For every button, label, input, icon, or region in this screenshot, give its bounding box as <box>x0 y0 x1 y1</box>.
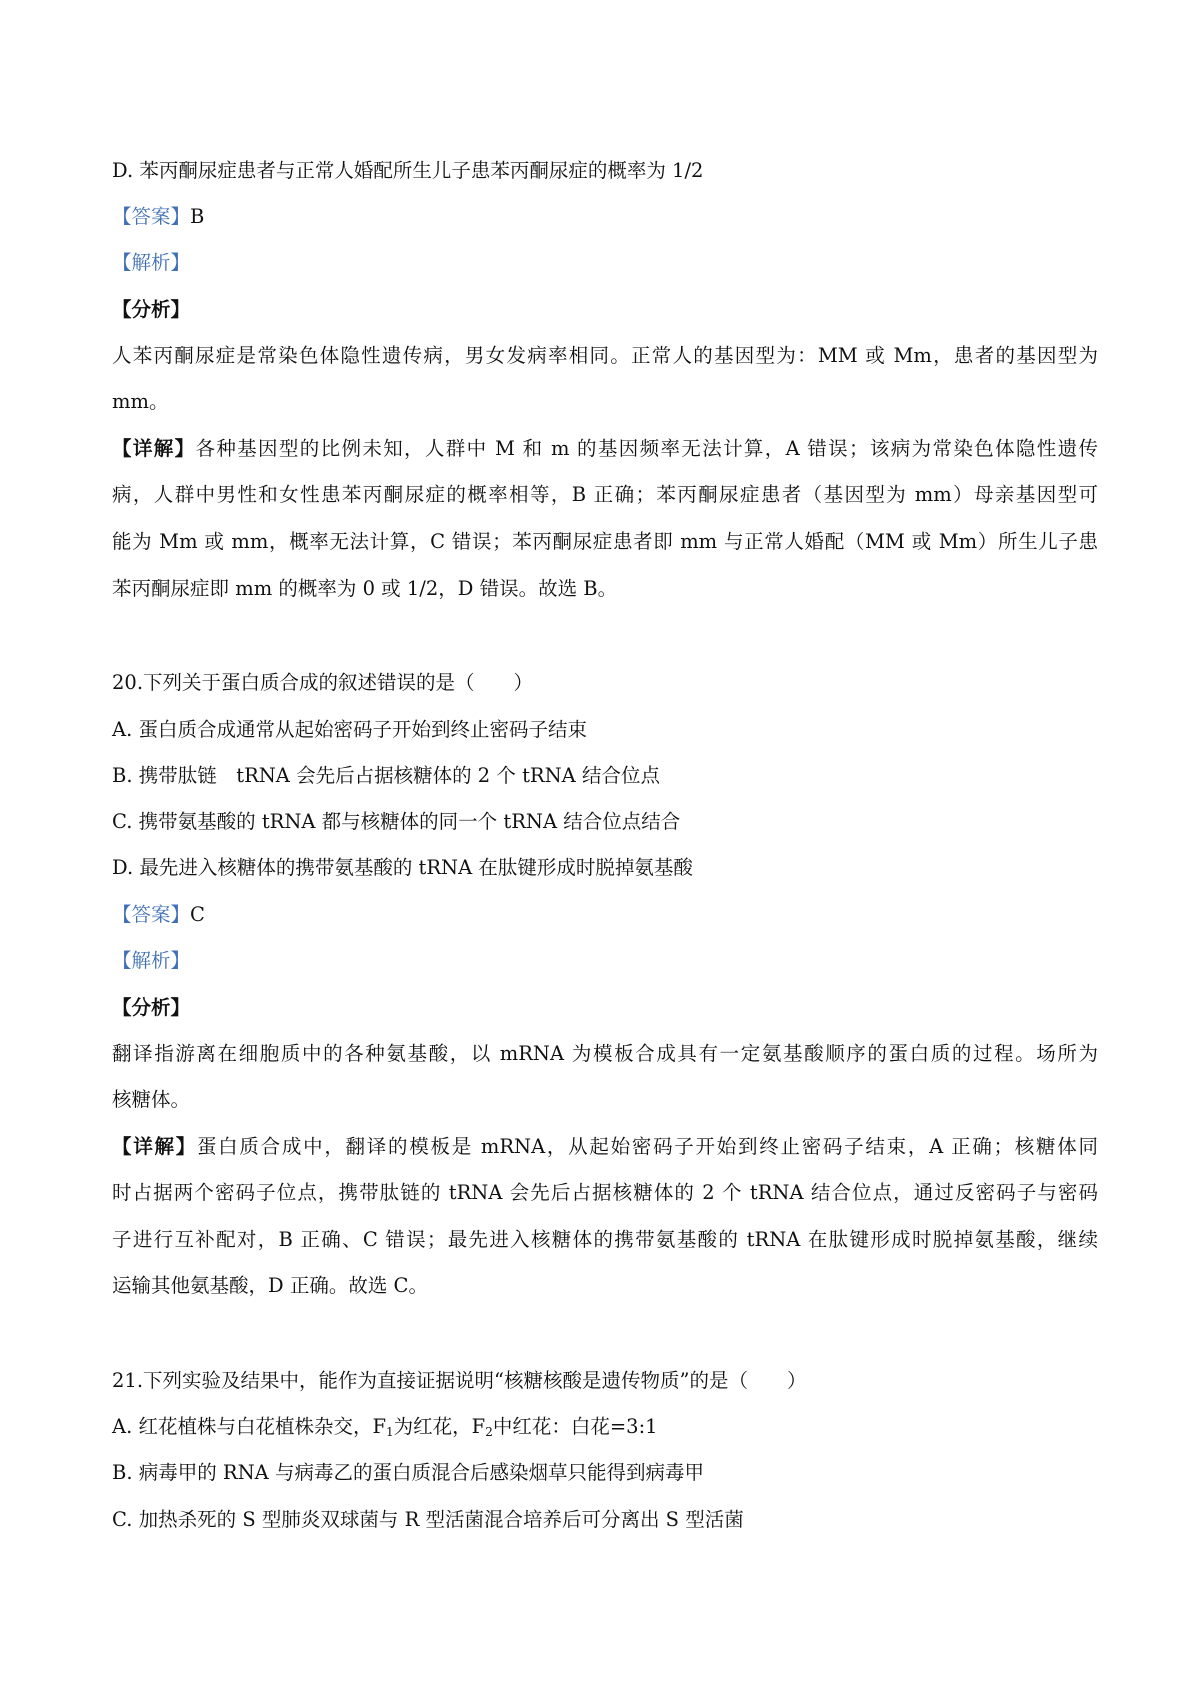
answer-tag: 【答案】 <box>112 903 191 926</box>
q19-answer <box>112 203 204 231</box>
q19-fenxi-tag: 【分析】 <box>112 298 191 321</box>
q20-option-b: B. 携带肽链 tRNA 会先后占据核糖体的 2 个 tRNA 结合位点 <box>112 764 660 787</box>
subscript-2: 2 <box>485 1425 493 1439</box>
q20-fenxi-tag: 【分析】 <box>112 996 191 1019</box>
q20-option-a: A. 蛋白质合成通常从起始密码子开始到终止密码子结束 <box>112 718 587 741</box>
q20-detail-line <box>112 1133 1098 1161</box>
subscript-1: 1 <box>386 1425 394 1439</box>
q19-option-d: D. 苯丙酮尿症患者与正常人婚配所生儿子患苯丙酮尿症的概率为 1/2 <box>112 159 704 182</box>
q21-option-c: C. 加热杀死的 S 型肺炎双球菌与 R 型活菌混合培养后可分离出 S 型活菌 <box>112 1508 744 1531</box>
q19-fenxi-line: mm。 <box>112 390 169 413</box>
q21-stem: 21.下列实验及结果中，能作为直接证据说明“核糖核酸是遗传物质”的是（ ） <box>112 1369 807 1392</box>
option-a-text: A. 红花植株与白花植株杂交，F <box>112 1415 387 1438</box>
q19-detail-line: 病，人群中男性和女性患苯丙酮尿症的概率相等，B 正确；苯丙酮尿症患者（基因型为 mm）母亲基因型可 <box>112 483 1098 506</box>
q20-jiexi-tag: 【解析】 <box>112 949 191 972</box>
q21-option-a <box>112 1413 658 1441</box>
q20-stem: 20.下列关于蛋白质合成的叙述错误的是（ ） <box>112 671 534 694</box>
option-a-text: 中红花：白花=3:1 <box>492 1415 658 1438</box>
q19-detail-line <box>112 435 1098 463</box>
detail-text: 各种基因型的比例未知，人群中 M 和 m 的基因频率无法计算，A 错误；该病为常染色体隐性遗传 <box>195 437 1098 460</box>
q20-detail-line: 子进行互补配对，B 正确、C 错误；最先进入核糖体的携带氨基酸的 tRNA 在肽键形成时脱掉氨基酸，继续 <box>112 1228 1098 1251</box>
answer-tag: 【答案】 <box>112 205 191 228</box>
q20-option-c: C. 携带氨基酸的 tRNA 都与核糖体的同一个 tRNA 结合位点结合 <box>112 810 681 833</box>
detail-tag: 【详解】 <box>112 1135 197 1158</box>
detail-tag: 【详解】 <box>112 437 196 460</box>
answer-value: C <box>190 903 205 926</box>
q19-jiexi-tag: 【解析】 <box>112 251 191 274</box>
q21-option-b: B. 病毒甲的 RNA 与病毒乙的蛋白质混合后感染烟草只能得到病毒甲 <box>112 1461 704 1484</box>
q19-detail-line: 苯丙酮尿症即 mm 的概率为 0 或 1/2，D 错误。故选 B。 <box>112 577 618 600</box>
q20-fenxi-line: 核糖体。 <box>112 1088 191 1111</box>
option-a-text: 为红花，F <box>393 1415 486 1438</box>
q19-detail-line: 能为 Mm 或 mm，概率无法计算，C 错误；苯丙酮尿症患者即 mm 与正常人婚配（MM 或 Mm）所生儿子患 <box>112 530 1098 553</box>
q19-fenxi-line: 人苯丙酮尿症是常染色体隐性遗传病，男女发病率相同。正常人的基因型为：MM 或 Mm，患者的基因型为 <box>112 344 1098 367</box>
q20-detail-line: 运输其他氨基酸，D 正确。故选 C。 <box>112 1274 428 1297</box>
q20-detail-line: 时占据两个密码子位点，携带肽链的 tRNA 会先后占据核糖体的 2 个 tRNA 结合位点，通过反密码子与密码 <box>112 1181 1098 1204</box>
answer-value: B <box>190 205 205 228</box>
q20-fenxi-line: 翻译指游离在细胞质中的各种氨基酸，以 mRNA 为模板合成具有一定氨基酸顺序的蛋白质的过程。场所为 <box>112 1042 1098 1065</box>
q20-answer <box>112 901 205 929</box>
detail-text: 蛋白质合成中，翻译的模板是 mRNA，从起始密码子开始到终止密码子结束，A 正确；核糖体同 <box>196 1135 1098 1158</box>
q20-option-d: D. 最先进入核糖体的携带氨基酸的 tRNA 在肽键形成时脱掉氨基酸 <box>112 856 693 879</box>
